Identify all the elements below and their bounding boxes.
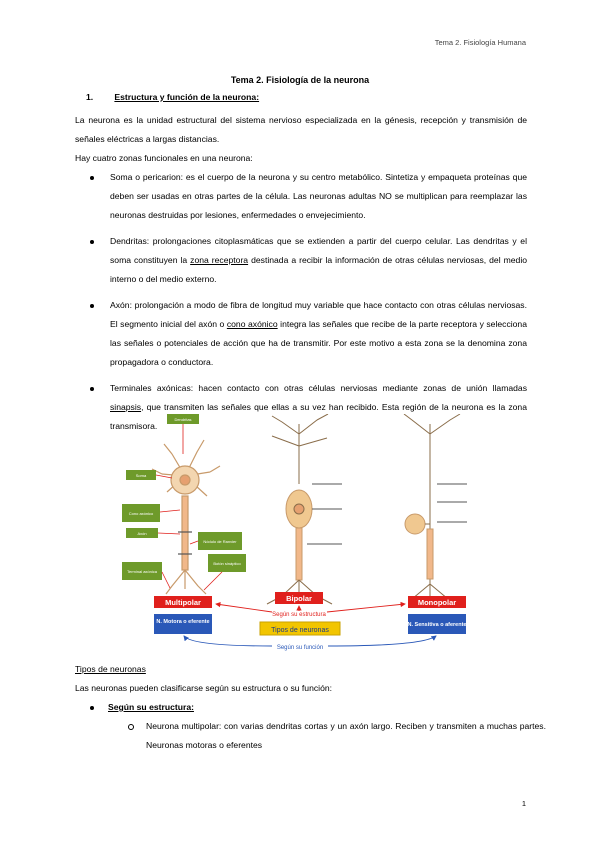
sub-heading-estructura: Según su estructura: (108, 702, 194, 712)
section-heading (86, 92, 259, 102)
sub-bullet-estructura (90, 698, 194, 717)
dendritas-text-a: Dendritas: prolongaciones citoplasmáticas que se extienden a partir del cuerpo celular. Las dendritas y el soma constituyen la (110, 236, 527, 265)
terminales-underlined: sinapsis (110, 402, 142, 412)
monopolar-neuron-drawing (404, 414, 467, 602)
list-item-dendritas (90, 232, 527, 289)
neuron-types-figure (112, 414, 487, 664)
item-multipolar (128, 717, 546, 755)
bullet-icon (90, 387, 94, 391)
type-multipolar: Multipolar (165, 598, 201, 607)
label-tipos: Tipos de neuronas (271, 627, 329, 634)
label-dendritas: Dendritas (174, 417, 192, 422)
soma-text: Soma o pericarion: es el cuerpo de la neurona y su centro metabólico. Sintetiza y empaqueta proteínas que deben ser usadas en otras partes de la célula. Las neuronas adultas NO se multiplican para reemplazar las neuronas destruidas por lesiones, enfermedades o envejecimiento. (110, 172, 527, 220)
circle-bullet-icon (128, 724, 134, 730)
sensitiva-text: N. Sensitiva o aferente (407, 622, 467, 628)
sensitiva-line (408, 622, 467, 628)
bullet-icon (90, 240, 94, 244)
label-segun-estructura: Según su estructura (272, 612, 326, 618)
running-header: Tema 2. Fisiología Humana (434, 38, 526, 47)
zones-list (90, 168, 527, 436)
intro-paragraph: La neurona es la unidad estructural del sistema nervioso especializada en la génesis, recepción y transmisión de señales eléctricas a largas distancias. (75, 115, 527, 144)
list-item-soma (90, 168, 527, 225)
zones-intro: Hay cuatro zonas funcionales en una neurona: (75, 153, 253, 163)
type-monopolar: Monopolar (417, 598, 457, 607)
section-number: 1. (86, 92, 94, 102)
terminales-text-b: , que transmiten las señales que ellas a su vez han recibido. Esta región de la neurona es la zona transmisora. (110, 402, 527, 431)
terminales-text-a: Terminales axónicas: hacen contacto con otras células nerviosas mediante zonas de unión llamadas (110, 383, 527, 393)
bullet-icon (90, 706, 94, 710)
item-multipolar-text: Neurona multipolar: con varias dendritas cortas y un axón largo. Reciben y transmiten a muchas partes. Neuronas motoras o eferentes (146, 721, 546, 750)
label-soma: Soma (135, 473, 147, 478)
axon-text-a: Axón: prolongación a modo de fibra de longitud muy variable que hace contacto con otras células nerviosas. El segmento inicial del axón o (110, 300, 527, 329)
section-heading-text: Estructura y función de la neurona: (114, 92, 260, 102)
motora-line (156, 619, 209, 625)
section2-intro: Las neuronas pueden clasificarse según su estructura o su función: (75, 683, 333, 693)
axon-underlined: cono axónico (226, 319, 278, 329)
bipolar-neuron-drawing (267, 414, 342, 604)
document-title: Tema 2. Fisiología de la neurona (230, 75, 370, 85)
page-number: 1 (521, 799, 526, 808)
label-nodulo: Nódulo de Ranvier (203, 539, 237, 544)
bullet-icon (90, 176, 94, 180)
type-bipolar: Bipolar (286, 594, 312, 603)
axon-text-b: integra las señales que recibe de la parte receptora y selecciona las señales o potenciales de acción que ha de transmitir. Por este motivo a esta zona se la denomina zona propagadora o conductora. (110, 319, 527, 367)
dendritas-text-b: destinada a recibir la información de otras células nerviosas, del medio interno o del medio externo. (110, 255, 528, 284)
label-segun-funcion: Según su función (276, 645, 324, 651)
list-item-axon (90, 296, 527, 372)
label-terminal: Terminal axónica (126, 569, 158, 574)
label-cono: Cono axónico (128, 511, 154, 516)
bullet-icon (90, 304, 94, 308)
section2-heading: Tipos de neuronas (75, 664, 146, 674)
label-axon: Axón (137, 531, 147, 536)
motora-text: N. Motora o eferente (156, 619, 210, 625)
label-boton: Botón sináptico (213, 561, 241, 566)
dendritas-underlined: zona receptora (190, 255, 249, 265)
